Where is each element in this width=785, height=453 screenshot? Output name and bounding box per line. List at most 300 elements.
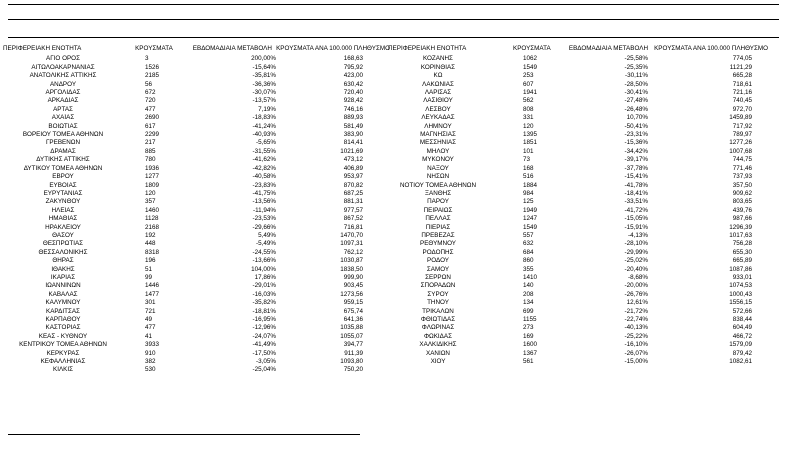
weekly-change-cell: -21,72%	[624, 307, 648, 315]
per-100k-cell: 1000,43	[729, 290, 752, 298]
per-100k-cell: 687,25	[343, 189, 363, 197]
cases-cell: 2168	[145, 223, 160, 231]
region-cell: ΗΡΑΚΛΕΙΟΥ	[45, 223, 81, 231]
per-100k-cell: 889,93	[343, 114, 363, 122]
per-100k-cell: 795,92	[343, 63, 363, 71]
cases-cell: 984	[523, 189, 534, 197]
region-cell: ΣΕΡΡΩΝ	[425, 273, 451, 281]
table-row	[3, 106, 390, 114]
table-row	[388, 131, 782, 139]
table-row	[3, 89, 390, 97]
cases-cell: 168	[523, 164, 534, 172]
weekly-change-cell: -30,41%	[624, 89, 648, 97]
table-row	[388, 64, 782, 72]
per-100k-cell: 168,63	[343, 55, 363, 63]
cases-cell: 516	[523, 173, 534, 181]
table-row	[3, 55, 390, 63]
region-cell: ΣΑΜΟΥ	[426, 265, 450, 273]
cases-cell: 562	[523, 97, 534, 105]
region-cell: ΚΑΡΔΙΤΣΑΣ	[46, 307, 80, 315]
region-cell: ΡΟΔΟΥ	[427, 257, 449, 265]
weekly-change-cell: -20,00%	[624, 282, 648, 290]
per-100k-cell: 720,40	[343, 89, 363, 97]
table-row	[3, 148, 390, 156]
per-100k-cell: 1007,68	[729, 147, 752, 155]
table-row	[388, 324, 782, 332]
table-row	[3, 198, 390, 206]
weekly-change-cell: -25,35%	[624, 63, 648, 71]
region-cell: ΚΑΣΤΟΡΙΑΣ	[45, 324, 81, 332]
region-cell: ΙΘΑΚΗΣ	[51, 265, 75, 273]
weekly-change-cell: -28,50%	[624, 80, 648, 88]
region-cell: ΝΑΞΟΥ	[427, 164, 449, 172]
cases-cell: 192	[145, 231, 156, 239]
table-row	[3, 316, 390, 324]
weekly-change-cell: -25,04%	[252, 366, 276, 374]
weekly-change-cell: -5,49%	[256, 240, 276, 248]
region-cell: ΑΓΙΟ ΟΡΟΣ	[46, 55, 80, 63]
table-row	[3, 240, 390, 248]
table-row	[388, 106, 782, 114]
cases-cell: 780	[145, 156, 156, 164]
cases-cell: 196	[145, 257, 156, 265]
table-row	[3, 156, 390, 164]
weekly-change-cell: 10,70%	[626, 114, 648, 122]
per-100k-cell: 803,65	[732, 198, 752, 206]
per-100k-cell: 1556,15	[729, 299, 752, 307]
cases-cell: 3	[145, 55, 149, 63]
region-cell: ΑΡΤΑΣ	[53, 105, 73, 113]
weekly-change-cell: -39,17%	[624, 156, 648, 164]
weekly-change-cell: -5,65%	[256, 139, 276, 147]
weekly-change-cell: -29,99%	[624, 248, 648, 256]
weekly-change-cell: -13,57%	[252, 97, 276, 105]
table-row	[388, 89, 782, 97]
per-100k-cell: 1093,80	[340, 358, 363, 366]
region-cell: ΛΕΣΒΟΥ	[425, 105, 451, 113]
table-row	[388, 358, 782, 366]
table-row	[388, 350, 782, 358]
per-100k-cell: 383,90	[343, 131, 363, 139]
cases-cell: 720	[145, 97, 156, 105]
per-100k-cell: 1838,50	[340, 265, 363, 273]
per-100k-cell: 933,01	[732, 273, 752, 281]
column-header-cases: ΚΡΟΥΣΜΑΤΑ	[513, 45, 551, 52]
table-row	[388, 249, 782, 257]
cases-cell: 101	[523, 147, 534, 155]
weekly-change-cell: -18,41%	[624, 189, 648, 197]
per-100k-cell: 572,66	[732, 307, 752, 315]
cases-cell: 1941	[523, 89, 538, 97]
table-row	[3, 358, 390, 366]
per-100k-cell: 740,45	[732, 97, 752, 105]
cases-cell: 140	[523, 282, 534, 290]
table-row	[388, 139, 782, 147]
cases-cell: 1128	[145, 215, 159, 223]
table-row	[388, 299, 782, 307]
cases-cell: 217	[145, 139, 156, 147]
region-cell: ΚΕΝΤΡΙΚΟΥ ΤΟΜΕΑ ΑΘΗΝΩΝ	[19, 341, 107, 349]
right-table-header	[388, 45, 782, 53]
cases-cell: 208	[523, 290, 534, 298]
weekly-change-cell: -24,55%	[252, 248, 276, 256]
region-cell: ΘΕΣΠΡΩΤΙΑΣ	[42, 240, 84, 248]
weekly-change-cell: -11,94%	[253, 206, 276, 214]
table-row	[388, 72, 782, 80]
cases-cell: 253	[523, 72, 534, 80]
per-100k-cell: 774,05	[732, 55, 752, 63]
weekly-change-cell: -29,66%	[252, 223, 276, 231]
cases-cell: 41	[145, 332, 153, 340]
region-cell: ΑΙΤΩΛΟΑΚΑΡΝΑΝΙΑΣ	[31, 63, 95, 71]
table-row	[3, 190, 390, 198]
per-100k-cell: 903,45	[343, 282, 363, 290]
weekly-change-cell: -18,83%	[252, 114, 276, 122]
cases-cell: 477	[145, 324, 156, 332]
region-cell: ΘΗΡΑΣ	[52, 257, 74, 265]
per-100k-cell: 814,41	[343, 139, 363, 147]
weekly-change-cell: -29,01%	[252, 282, 276, 290]
per-100k-cell: 655,30	[732, 248, 752, 256]
region-cell: ΛΕΥΚΑΔΑΣ	[421, 114, 455, 122]
per-100k-cell: 717,92	[732, 122, 752, 130]
weekly-change-cell: -3,05%	[256, 358, 276, 366]
region-cell: ΛΑΡΙΣΑΣ	[424, 89, 452, 97]
region-cell: ΜΕΣΣΗΝΙΑΣ	[419, 139, 457, 147]
region-cell: ΚΟΡΙΝΘΙΑΣ	[420, 63, 456, 71]
per-100k-cell: 870,82	[343, 181, 363, 189]
per-100k-cell: 911,39	[344, 349, 363, 357]
region-cell: ΧΑΛΚΙΔΙΚΗΣ	[419, 341, 457, 349]
cases-cell: 169	[523, 332, 534, 340]
region-cell: ΜΗΛΟΥ	[426, 147, 450, 155]
region-cell: ΗΜΑΘΙΑΣ	[48, 215, 78, 223]
cases-cell: 49	[145, 316, 153, 323]
weekly-change-cell: -31,55%	[252, 147, 276, 155]
per-100k-cell: 1074,53	[729, 282, 752, 290]
table-row	[3, 232, 390, 240]
table-row	[3, 249, 390, 257]
left-table-body	[3, 55, 390, 374]
weekly-change-cell: -40,93%	[252, 131, 276, 139]
cases-cell: 120	[523, 122, 534, 130]
table-row	[388, 148, 782, 156]
table-row	[3, 64, 390, 72]
per-100k-cell: 641,36	[343, 316, 363, 323]
cases-cell: 2185	[145, 72, 160, 80]
region-cell: ΦΩΚΙΔΑΣ	[424, 332, 452, 340]
region-cell: ΤΗΝΟΥ	[427, 299, 449, 307]
per-100k-cell: 1121,29	[729, 63, 752, 71]
region-cell: ΔΥΤΙΚΟΥ ΤΟΜΕΑ ΑΘΗΝΩΝ	[23, 164, 103, 172]
table-row	[3, 72, 390, 80]
cases-cell: 808	[523, 105, 534, 113]
region-cell: ΚΟΖΑΝΗΣ	[423, 55, 453, 63]
table-row	[388, 215, 782, 223]
cases-cell: 1549	[523, 223, 538, 231]
weekly-change-cell: -35,81%	[252, 72, 276, 80]
cases-cell: 301	[145, 299, 156, 307]
region-cell: ΙΩΑΝΝΙΝΩΝ	[45, 282, 81, 290]
table-row	[3, 114, 390, 122]
region-cell: ΣΠΟΡΑΔΩΝ	[420, 282, 456, 290]
region-cell: ΑΝΑΤΟΛΙΚΗΣ ΑΤΤΙΚΗΣ	[29, 72, 97, 80]
cases-cell: 1410	[523, 273, 538, 281]
weekly-change-cell: -15,64%	[252, 63, 276, 71]
region-cell: ΑΡΚΑΔΙΑΣ	[47, 97, 79, 105]
per-100k-cell: 762,12	[343, 248, 363, 256]
table-row	[388, 224, 782, 232]
cases-cell: 530	[145, 366, 156, 374]
table-row	[3, 341, 390, 349]
region-cell: ΜΑΓΝΗΣΙΑΣ	[420, 131, 456, 139]
column-header-cases: ΚΡΟΥΣΜΑΤΑ	[135, 45, 173, 52]
weekly-change-cell: -16,10%	[624, 341, 648, 349]
per-100k-cell: 721,16	[732, 89, 752, 97]
weekly-change-cell: -15,05%	[624, 215, 648, 223]
table-row	[388, 341, 782, 349]
region-cell: ΖΑΚΥΝΘΟΥ	[45, 198, 81, 206]
weekly-change-cell: -41,24%	[252, 122, 276, 130]
per-100k-cell: 1277,26	[729, 139, 752, 147]
weekly-change-cell: 104,00%	[251, 265, 276, 273]
region-cell: ΠΑΡΟΥ	[427, 198, 449, 206]
per-100k-cell: 789,97	[732, 131, 752, 139]
weekly-change-cell: -26,48%	[624, 105, 648, 113]
table-row	[388, 291, 782, 299]
weekly-change-cell: -24,07%	[252, 332, 276, 340]
table-row	[388, 266, 782, 274]
per-100k-cell: 716,81	[343, 223, 363, 231]
per-100k-cell: 1579,09	[729, 341, 752, 349]
per-100k-cell: 473,12	[343, 156, 363, 164]
cases-cell: 1549	[523, 63, 538, 71]
table-row	[3, 350, 390, 358]
table-row	[388, 257, 782, 265]
region-cell: ΚΩ	[433, 72, 443, 80]
cases-cell: 721	[145, 307, 156, 315]
region-cell: ΚΑΛΥΜΝΟΥ	[45, 299, 81, 307]
cases-cell: 477	[145, 105, 156, 113]
region-cell: ΒΟΡΕΙΟΥ ΤΟΜΕΑ ΑΘΗΝΩΝ	[22, 131, 104, 139]
region-cell: ΣΥΡΟΥ	[427, 290, 449, 298]
region-cell: ΘΕΣΣΑΛΟΝΙΚΗΣ	[38, 248, 88, 256]
per-100k-cell: 1021,69	[340, 147, 363, 155]
per-100k-cell: 1055,07	[340, 332, 363, 340]
cases-cell: 125	[523, 198, 534, 206]
region-cell: ΓΡΕΒΕΝΩΝ	[45, 139, 81, 147]
weekly-change-cell: -12,96%	[252, 324, 276, 332]
table-row	[388, 182, 782, 190]
per-100k-cell: 1470,70	[340, 231, 363, 239]
weekly-change-cell: 7,19%	[258, 105, 276, 113]
cases-cell: 1884	[523, 181, 538, 189]
per-100k-cell: 881,31	[343, 198, 363, 206]
cases-cell: 885	[145, 147, 156, 155]
table-row	[388, 274, 782, 282]
per-100k-cell: 1296,39	[729, 223, 752, 231]
cases-cell: 1809	[145, 181, 160, 189]
region-cell: ΦΘΙΩΤΙΔΑΣ	[420, 316, 456, 323]
region-cell: ΞΑΝΘΗΣ	[424, 189, 452, 197]
table-row	[3, 207, 390, 215]
table-row	[388, 198, 782, 206]
cases-cell: 1062	[523, 55, 538, 63]
table-row	[3, 131, 390, 139]
per-100k-cell: 718,61	[732, 80, 752, 88]
weekly-change-cell: -18,81%	[252, 307, 276, 315]
table-row	[3, 123, 390, 131]
cases-cell: 557	[523, 231, 534, 239]
table-row	[388, 308, 782, 316]
weekly-change-cell: 5,49%	[258, 231, 276, 239]
table-row	[388, 333, 782, 341]
region-cell: ΧΙΟΥ	[430, 358, 446, 366]
cases-cell: 910	[145, 349, 156, 357]
cases-cell: 51	[145, 265, 153, 273]
region-cell: ΔΥΤΙΚΗΣ ΑΤΤΙΚΗΣ	[36, 156, 90, 164]
per-100k-cell: 1030,87	[340, 257, 363, 265]
weekly-change-cell: -37,78%	[624, 164, 648, 172]
weekly-change-cell: -17,50%	[252, 349, 276, 357]
table-row	[388, 156, 782, 164]
cases-cell: 2690	[145, 114, 160, 122]
per-100k-cell: 746,16	[343, 105, 363, 113]
cases-cell: 1949	[523, 206, 538, 214]
cases-cell: 99	[145, 273, 153, 281]
weekly-change-cell: -13,66%	[252, 257, 276, 265]
table-row	[388, 165, 782, 173]
per-100k-cell: 977,57	[343, 206, 363, 214]
region-cell: ΚΑΒΑΛΑΣ	[48, 290, 78, 298]
weekly-change-cell: -23,83%	[252, 181, 276, 189]
column-header-per-100k: ΚΡΟΥΣΜΑΤΑ ΑΝΑ 100.000 ΠΛΗΘΥΣΜΟ	[276, 45, 390, 52]
cases-cell: 699	[523, 307, 534, 315]
weekly-change-cell: -41,75%	[252, 189, 276, 197]
region-cell: ΡΟΔΟΠΗΣ	[422, 248, 454, 256]
column-header-region: ΠΕΡΙΦΕΡΕΙΑΚΗ ΕΝΟΤΗΤΑ	[388, 45, 467, 52]
per-100k-cell: 972,70	[732, 105, 752, 113]
per-100k-cell: 838,44	[732, 316, 752, 323]
cases-cell: 56	[145, 80, 153, 88]
table-row	[388, 240, 782, 248]
weekly-change-cell: -30,11%	[625, 72, 648, 80]
cases-cell: 73	[523, 156, 531, 164]
per-100k-cell: 466,72	[732, 332, 752, 340]
per-100k-cell: 665,28	[732, 72, 752, 80]
weekly-change-cell: -34,42%	[624, 147, 648, 155]
weekly-change-cell: -26,07%	[624, 349, 648, 357]
per-100k-cell: 357,50	[732, 181, 752, 189]
per-100k-cell: 1273,56	[340, 290, 363, 298]
cases-cell: 8318	[145, 248, 160, 256]
per-100k-cell: 987,66	[732, 215, 752, 223]
table-row	[3, 173, 390, 181]
region-cell: ΚΙΛΚΙΣ	[53, 366, 73, 374]
region-cell: ΑΡΓΟΛΙΔΑΣ	[45, 89, 81, 97]
per-100k-cell: 423,00	[343, 72, 363, 80]
left-table	[3, 45, 390, 375]
region-cell: ΦΛΩΡΙΝΑΣ	[421, 324, 455, 332]
table-row	[3, 257, 390, 265]
per-100k-cell: 1087,86	[729, 265, 752, 273]
region-cell: ΕΒΡΟΥ	[52, 173, 74, 181]
table-row	[388, 123, 782, 131]
table-row	[388, 114, 782, 122]
per-100k-cell: 879,42	[732, 349, 752, 357]
table-row	[388, 81, 782, 89]
table-row	[388, 97, 782, 105]
cases-cell: 860	[523, 257, 534, 265]
header-bottom-rule	[8, 37, 779, 38]
per-100k-cell: 750,20	[343, 366, 363, 374]
table-row	[3, 324, 390, 332]
weekly-change-cell: -22,74%	[624, 316, 648, 323]
cases-cell: 1247	[523, 215, 538, 223]
column-header-region: ΠΕΡΙΦΕΡΕΙΑΚΗ ΕΝΟΤΗΤΑ	[3, 45, 82, 52]
cases-cell: 3933	[145, 341, 160, 349]
weekly-change-cell: 12,61%	[626, 299, 648, 307]
region-cell: ΝΗΣΩΝ	[426, 173, 450, 181]
top-rule	[8, 4, 779, 5]
per-100k-cell: 675,74	[343, 307, 363, 315]
weekly-change-cell: -41,62%	[252, 156, 276, 164]
cases-cell: 331	[523, 114, 534, 122]
header-top-rule	[8, 19, 779, 20]
weekly-change-cell: -27,48%	[624, 97, 648, 105]
region-cell: ΠΡΕΒΕΖΑΣ	[421, 231, 455, 239]
weekly-change-cell: -20,40%	[624, 265, 648, 273]
region-cell: ΧΑΝΙΩΝ	[426, 349, 450, 357]
weekly-change-cell: -40,13%	[624, 324, 648, 332]
region-cell: ΑΧΑΪΑΣ	[51, 114, 75, 122]
weekly-change-cell: -15,41%	[624, 173, 648, 181]
weekly-change-cell: 17,86%	[254, 273, 276, 281]
per-100k-cell: 953,97	[343, 173, 363, 181]
per-100k-cell: 1017,63	[729, 231, 752, 239]
weekly-change-cell: -42,82%	[252, 164, 276, 172]
column-header-weekly-change: ΕΒΔΟΜΑΔΙΑΙΑ ΜΕΤΑΒΟΛΗ	[192, 45, 272, 52]
region-cell: ΘΑΣΟΥ	[52, 231, 74, 239]
cases-cell: 1395	[523, 131, 538, 139]
right-table-body	[388, 55, 782, 366]
cases-cell: 120	[145, 189, 156, 197]
per-100k-cell: 867,52	[343, 215, 363, 223]
region-cell: ΠΙΕΡΙΑΣ	[425, 223, 451, 231]
table-row	[388, 55, 782, 63]
region-cell: ΕΥΒΟΙΑΣ	[49, 181, 77, 189]
per-100k-cell: 744,75	[732, 156, 752, 164]
per-100k-cell: 406,89	[343, 164, 363, 172]
cases-cell: 448	[145, 240, 156, 248]
cases-cell: 382	[145, 358, 156, 366]
region-cell: ΙΚΑΡΙΑΣ	[50, 273, 76, 281]
cases-cell: 1277	[145, 173, 160, 181]
per-100k-cell: 999,90	[343, 273, 363, 281]
table-row	[3, 215, 390, 223]
region-cell: ΔΡΑΜΑΣ	[50, 147, 76, 155]
weekly-change-cell: -16,95%	[252, 316, 276, 323]
weekly-change-cell: -36,36%	[252, 80, 276, 88]
table-bottom-rule	[8, 434, 360, 435]
region-cell: ΒΟΙΩΤΙΑΣ	[48, 122, 78, 130]
weekly-change-cell: -33,51%	[624, 198, 648, 206]
weekly-change-cell: -25,02%	[624, 257, 648, 265]
region-cell: ΛΑΣΙΘΙΟΥ	[423, 97, 453, 105]
region-cell: ΗΛΕΙΑΣ	[51, 206, 75, 214]
cases-cell: 2299	[145, 131, 160, 139]
table-row	[3, 282, 390, 290]
